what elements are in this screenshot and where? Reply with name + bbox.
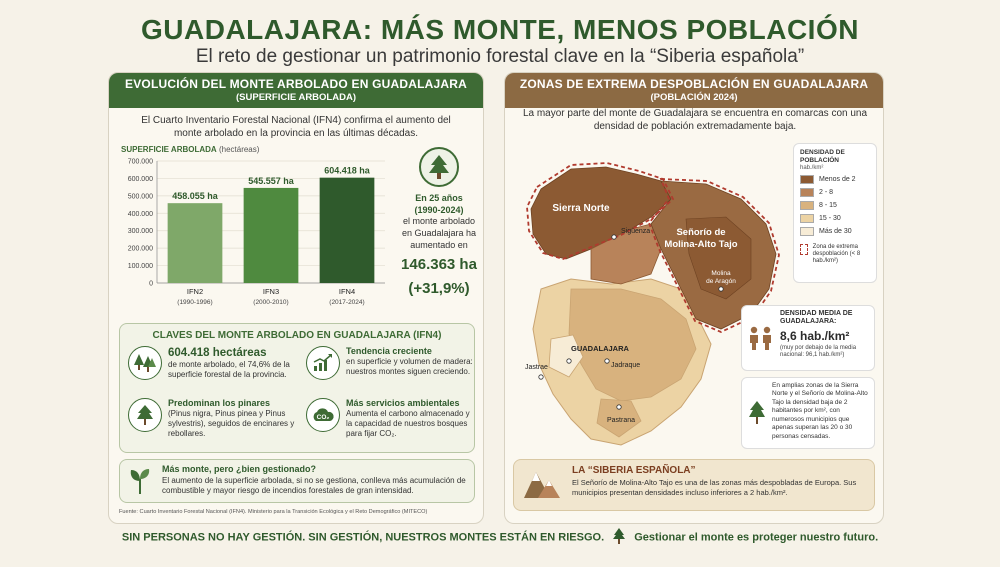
y-tick-label: 400.000 [127, 210, 153, 218]
left-panel-header [109, 73, 483, 108]
map-label-molina-2: Molina-Alto Tajo [664, 239, 738, 250]
stat-percent: (+31,9%) [408, 279, 470, 297]
x-tick-label: IFN3 [262, 287, 280, 296]
legend-swatch [800, 214, 814, 223]
left-panel-subheading: (SUPERFICIE ARBOLADA) [236, 92, 356, 103]
bar [168, 203, 223, 283]
legend-item [800, 188, 870, 197]
map-label-molina-town-2: de Aragón [706, 278, 736, 285]
legend-extreme-zone [800, 244, 870, 266]
key-title: Tendencia creciente [346, 346, 432, 356]
molina-marker [719, 287, 723, 291]
map-label-jastrae: Jastrae [525, 364, 548, 371]
bar [320, 178, 375, 283]
y-tick-label: 0 [149, 280, 153, 288]
right-panel-heading: ZONAS DE EXTREMA DESPOBLACIÓN EN GUADALAJARA [519, 77, 869, 91]
growth-stat [399, 147, 479, 298]
y-tick-label: 500.000 [127, 193, 153, 201]
depopulation-panel [504, 72, 884, 524]
map-label-sierra-norte: Sierra Norte [552, 203, 610, 214]
people-icon [746, 310, 776, 366]
legend-item [800, 227, 870, 236]
page-title: GUADALAJARA: MÁS MONTE, MENOS POBLACIÓN [141, 14, 859, 45]
legend-item-label: Más de 30 [819, 227, 852, 235]
legend-item [800, 175, 870, 184]
page-subtitle: El reto de gestionar un patrimonio forestal clave en la “Siberia española” [195, 46, 805, 67]
legend-swatch [800, 201, 814, 210]
x-tick-period: (1990-1996) [177, 299, 213, 306]
key-title: 604.418 hectáreas [168, 347, 267, 359]
x-tick-label: IFN2 [186, 287, 204, 296]
map-label-molina-town-1: Molina [711, 270, 731, 277]
legend-dashed-swatch [800, 244, 808, 255]
keys-heading: CLAVES DEL MONTE ARBOLADO EN GUADALAJARA (IFN4) [152, 330, 442, 341]
left-intro-text: El Cuarto Inventario Forestal Nacional (IFN4) confirma el aumento del monte arbolado en la provincia en las últimas décadas. [141, 115, 451, 139]
right-panel-subheading: (POBLACIÓN 2024) [650, 92, 738, 103]
management-warning [119, 459, 475, 503]
guadalajara-marker [567, 359, 571, 363]
forest-area-bar-chart [113, 155, 393, 325]
legend-item-label: 8 - 15 [819, 201, 837, 209]
siberia-title: LA “SIBERIA ESPAÑOLA” [572, 465, 696, 476]
warning-body: El aumento de la superficie arbolada, si no se gestiona, conlleva más acumulación de combustible y mayor riesgo de incendios forestales de gran intensidad. [162, 476, 466, 495]
density-value: 8,6 hab./km² [780, 328, 850, 343]
x-tick-period: (2000-2010) [253, 299, 289, 306]
map-label-molina-1: Señorío de [676, 227, 726, 238]
siberia-box [513, 459, 875, 511]
forest-evolution-panel [108, 72, 484, 524]
map-label-guadalajara: GUADALAJARA [571, 344, 629, 353]
right-intro-text: La mayor parte del monte de Guadalajara se encuentra en comarcas con una densidad de población extremadamente baja. [522, 108, 868, 132]
siberia-body: El Señorío de Molina-Alto Tajo es una de las zonas más despobladas de Europa. Sus municipios presentan densidades incluso inferiores a 2 hab./km². [572, 478, 857, 498]
legend-swatch [800, 175, 814, 184]
bar-value-label: 545.557 ha [248, 175, 294, 186]
y-tick-label: 300.000 [127, 228, 153, 236]
jadraque-marker [605, 359, 609, 363]
right-panel-header [505, 73, 883, 108]
chart-unit: (hectáreas) [218, 145, 260, 154]
footer-slogan [0, 528, 1000, 547]
x-tick-period: (2017-2024) [329, 299, 365, 306]
density-note: (muy por debajo de la media nacional: 96,1 hab./km²) [780, 344, 857, 358]
source-note: Fuente: Cuarto Inventario Forestal Nacional (IFN4). Ministerio para la Transición Ecológica y el Reto Demográfico (MITECO) [119, 509, 428, 515]
tree-icon [613, 528, 625, 547]
key-title: Predominan los pinares [168, 398, 271, 408]
low-density-zones-box [741, 377, 875, 449]
tree-icon [419, 147, 459, 187]
legend-item-label: 2 - 8 [819, 188, 834, 196]
legend-unit: hab./km² [800, 164, 824, 171]
y-tick-label: 600.000 [127, 175, 153, 183]
map-label-siguenza: Sigüenza [621, 228, 651, 235]
bar-value-label: 604.418 ha [324, 165, 370, 176]
stat-line3: el monte arbolado en Guadalajara ha aumentado en [401, 216, 477, 250]
chart-title: SUPERFICIE ARBOLADA (hectáreas) [121, 145, 260, 154]
legend-swatch [800, 227, 814, 236]
warning-title: Más monte, pero ¿bien gestionado? [162, 464, 317, 474]
key-item [128, 346, 298, 380]
density-title: DENSIDAD MEDIA DE GUADALAJARA: [780, 310, 853, 326]
legend-item-label: Menos de 2 [819, 175, 856, 183]
siguenza-marker [612, 235, 616, 239]
stat-line1: En 25 años [415, 193, 463, 203]
legend-title: DENSIDAD DE POBLACIÓN [800, 149, 845, 164]
co2-label: CO₂ [316, 414, 330, 421]
key-item [306, 346, 476, 380]
key-body: (Pinus nigra, Pinus pinea y Pinus sylvestris), seguidos de encinares y rebollares. [168, 409, 295, 439]
bar-value-label: 458.055 ha [172, 191, 218, 202]
co2-cloud-icon [306, 398, 340, 432]
mountain-icon [522, 465, 562, 505]
legend-item [800, 214, 870, 223]
x-tick-label: IFN4 [338, 287, 356, 296]
density-legend [793, 143, 877, 283]
zones-text: En amplias zonas de la Sierra Norte y el Señorío de Molina-Alto Tajo la densidad baja de 2 habitantes por km², con numerosos municipios que apenas superan las 20 o 30 personas censadas. [772, 382, 868, 440]
keys-box [119, 323, 475, 453]
left-panel-heading: EVOLUCIÓN DEL MONTE ARBOLADO EN GUADALAJARA [125, 77, 467, 91]
map-label-jadraque: Jadraque [611, 362, 641, 369]
growth-chart-icon [306, 346, 340, 380]
key-item [128, 398, 298, 439]
y-tick-label: 200.000 [127, 245, 153, 253]
legend-extreme-label: Zona de extrema despoblación (< 8 hab./km²) [812, 243, 861, 264]
jastrae-marker [539, 375, 543, 379]
average-density-box [741, 305, 875, 371]
legend-item [800, 201, 870, 210]
key-body: Aumenta el carbono almacenado y la capacidad de nuestros bosques para fijar CO₂. [346, 409, 470, 439]
footer-left-text: SIN PERSONAS NO HAY GESTIÓN. SIN GESTIÓN, NUESTROS MONTES ESTÁN EN RIESGO. [121, 531, 605, 544]
key-title: Más servicios ambientales [346, 398, 460, 408]
footer-right-text: Gestionar el monte es proteger nuestro futuro. [634, 531, 879, 544]
map-label-pastrana: Pastrana [607, 417, 636, 424]
y-tick-label: 700.000 [127, 158, 153, 166]
bar [244, 188, 299, 283]
forest-trees-icon [128, 346, 162, 380]
stat-hectares: 146.363 ha [401, 256, 477, 274]
key-body: de monte arbolado, el 74,6% de la superficie forestal de la provincia. [168, 360, 290, 380]
legend-item-label: 15 - 30 [819, 214, 841, 222]
key-item [306, 398, 476, 439]
pine-tree-icon [746, 382, 768, 444]
sprout-icon [128, 464, 154, 498]
stat-line2: (1990-2024) [414, 204, 464, 215]
pastrana-marker [617, 405, 621, 409]
legend-swatch [800, 188, 814, 197]
y-tick-label: 100.000 [127, 263, 153, 271]
key-body: en superficie y volumen de madera: nuestros montes siguen creciendo. [346, 357, 473, 377]
pine-tree-icon [128, 398, 162, 432]
